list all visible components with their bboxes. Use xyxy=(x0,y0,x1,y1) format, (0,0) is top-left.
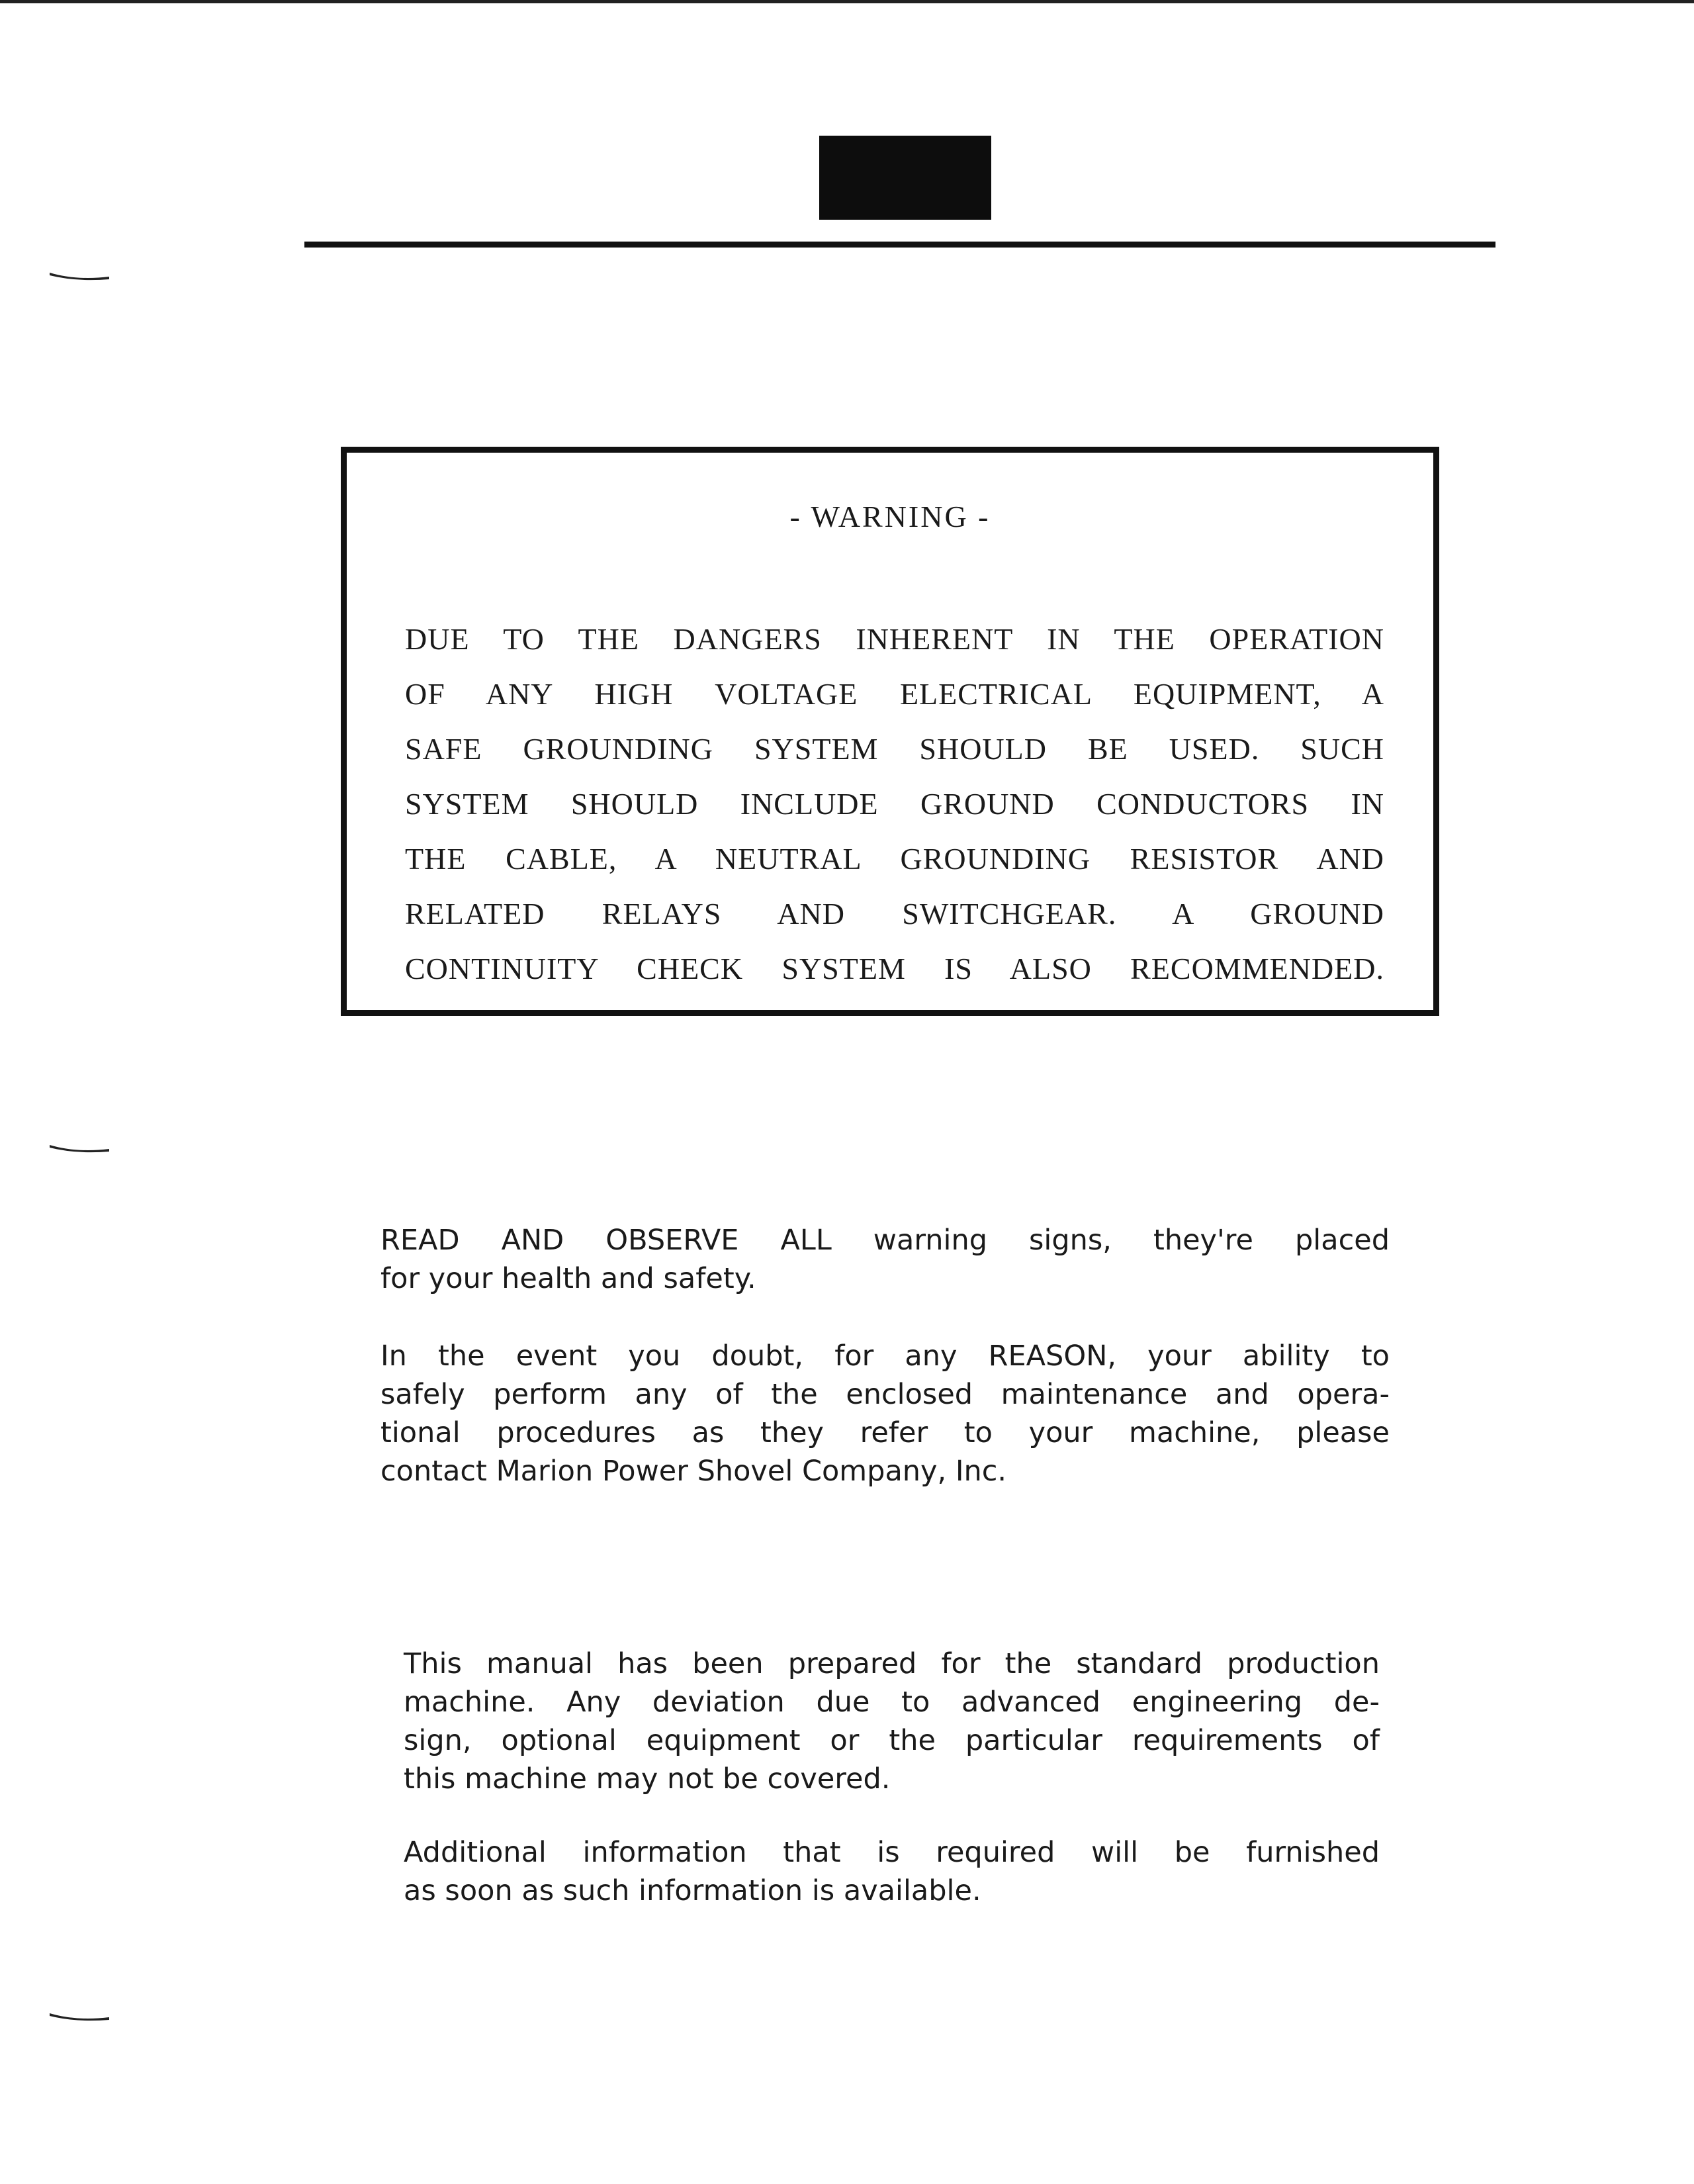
paragraph-line: In the event you doubt, for any REASON, your ability to xyxy=(380,1340,1390,1373)
warning-title: - WARNING - xyxy=(789,500,991,533)
company-logo-icon xyxy=(819,136,991,220)
paragraph-line: as soon as such information is available. xyxy=(404,1874,981,1907)
paragraph-line: tional procedures as they refer to your machine, please xyxy=(380,1416,1390,1449)
paragraph-line: READ AND OBSERVE ALL warning signs, they're placed xyxy=(380,1224,1390,1257)
warning-line: SAFE GROUNDING SYSTEM SHOULD BE USED. SUCH xyxy=(405,732,1384,766)
page-top-edge xyxy=(0,0,1694,3)
paragraph-line: contact Marion Power Shovel Company, Inc. xyxy=(380,1455,1007,1488)
doubt-paragraph xyxy=(380,1337,1390,1490)
paragraph-line: machine. Any deviation due to advanced engineering de- xyxy=(404,1686,1380,1719)
binder-hole-mark-icon xyxy=(50,2012,109,2021)
header-rule xyxy=(304,242,1495,248)
warning-line: THE CABLE, A NEUTRAL GROUNDING RESISTOR AND xyxy=(405,842,1384,876)
read-observe-paragraph xyxy=(380,1221,1390,1298)
binder-hole-mark-icon xyxy=(50,271,109,281)
paragraph-line: Additional information that is required will be furnished xyxy=(404,1836,1380,1869)
warning-text xyxy=(405,612,1384,996)
warning-line: CONTINUITY CHECK SYSTEM IS ALSO RECOMMENDED. xyxy=(405,952,1384,985)
paragraph-line: for your health and safety. xyxy=(380,1262,756,1295)
warning-box xyxy=(341,447,1439,1016)
warning-line: RELATED RELAYS AND SWITCHGEAR. A GROUND xyxy=(405,897,1384,931)
paragraph-line: This manual has been prepared for the standard production xyxy=(404,1647,1380,1680)
warning-line: DUE TO THE DANGERS INHERENT IN THE OPERATION xyxy=(405,622,1384,656)
warning-line: SYSTEM SHOULD INCLUDE GROUND CONDUCTORS IN xyxy=(405,787,1384,821)
paragraph-line: this machine may not be covered. xyxy=(404,1762,891,1796)
paragraph-line: sign, optional equipment or the particular requirements of xyxy=(404,1724,1380,1757)
manual-paragraph xyxy=(404,1645,1380,1798)
additional-info-paragraph xyxy=(404,1833,1380,1910)
paragraph-line: safely perform any of the enclosed maintenance and opera- xyxy=(380,1378,1390,1411)
warning-line: OF ANY HIGH VOLTAGE ELECTRICAL EQUIPMENT, A xyxy=(405,677,1384,711)
binder-hole-mark-icon xyxy=(50,1144,109,1153)
